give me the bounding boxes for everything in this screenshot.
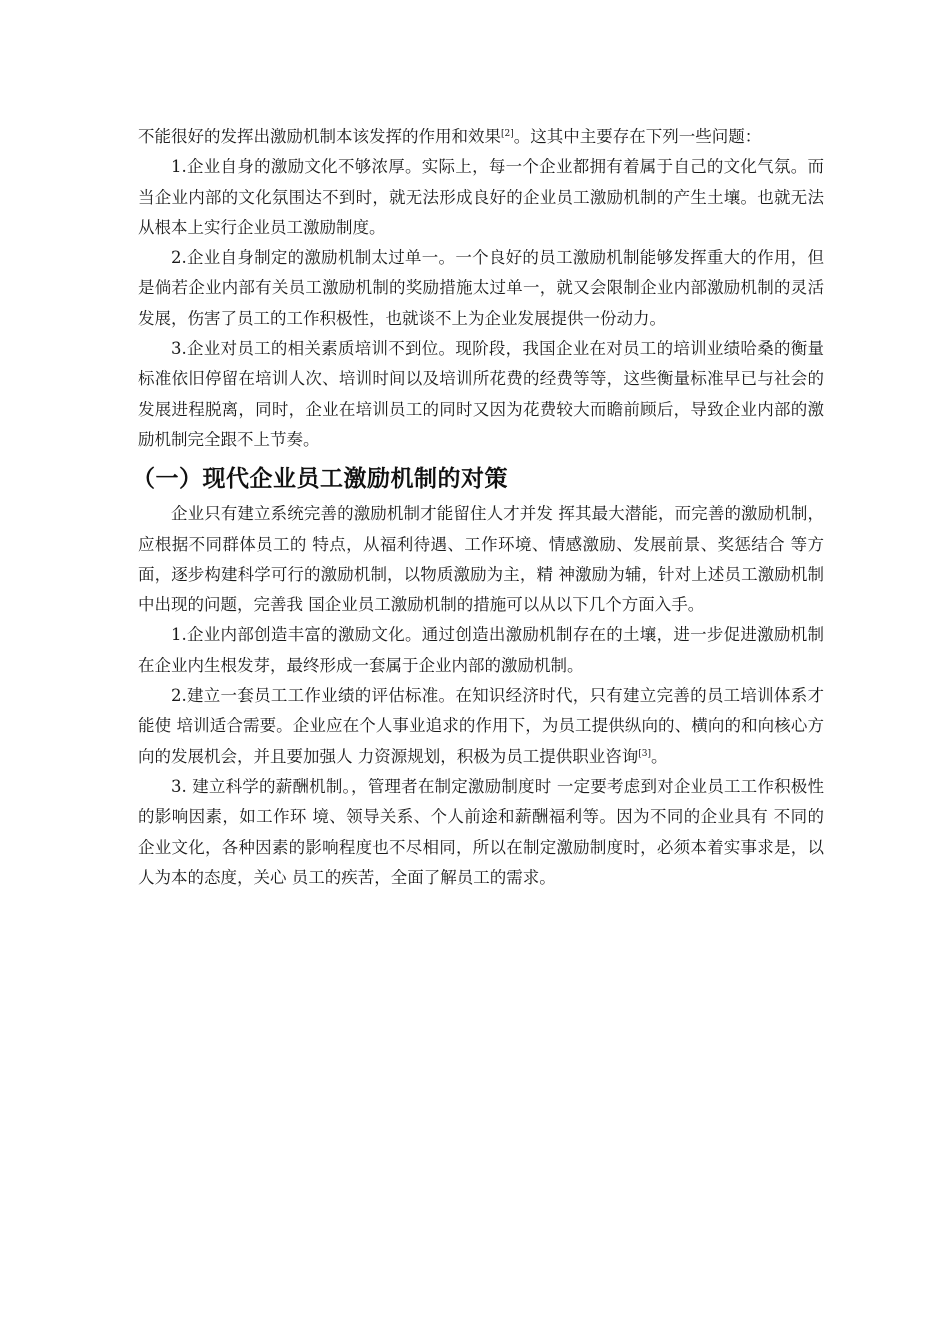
measure-2-text: 2.建立一套员工工作业绩的评估标准。在知识经济时代，只有建立完善的员工培训体系才能使 培训适合需要。企业应在个人事业追求的作用下，为员工提供纵向的、横向的和向核心方向的发展机会，并且要加强人 力资源规划，积极为员工提供职业咨询	[138, 686, 824, 766]
intro-paragraph	[138, 122, 824, 152]
section-intro-paragraph: 企业只有建立系统完善的激励机制才能留住人才并发 挥其最大潜能，而完善的激励机制，应根据不同群体员工的 特点，从福利待遇、工作环境、情感激励、发展前景、奖惩结合 等方面，逐步构建科学可行的激励机制，以物质激励为主，精 神激励为辅，针对上述员工激励机制中出现的问题，完善我 国企业员工激励机制的措施可以从以下几个方面入手。	[138, 504, 824, 615]
measure-paragraph-2	[138, 681, 824, 772]
document-page	[132, 122, 824, 893]
problem-paragraph-3: 3.企业对员工的相关素质培训不到位。现阶段，我国企业在对员工的培训业绩哈桑的衡量标准依旧停留在培训人次、培训时间以及培训所花费的经费等等，这些衡量标准早已与社会的发展进程脱离，同时，企业在培训员工的同时又因为花费较大而瞻前顾后，导致企业内部的激励机制完全跟不上节奏。	[138, 339, 824, 449]
measure-paragraph-1: 1.企业内部创造丰富的激励文化。通过创造出激励机制存在的土壤，进一步促进激励机制在企业内生根发芽，最终形成一套属于企业内部的激励机制。	[138, 625, 824, 675]
citation-2: [2]	[501, 129, 514, 139]
intro-text: 不能很好的发挥出激励机制本该发挥的作用和效果	[138, 127, 501, 146]
problem-paragraph-2: 2.企业自身制定的激励机制太过单一。一个良好的员工激励机制能够发挥重大的作用，但是倘若企业内部有关员工激励机制的奖励措施太过单一，就又会限制企业内部激励机制的灵活发展，伤害了员工的工作积极性，也就谈不上为企业发展提供一份动力。	[138, 248, 824, 328]
problem-paragraph-1: 1.企业自身的激励文化不够浓厚。实际上，每一个企业都拥有着属于自己的文化气氛。而当企业内部的文化氛围达不到时，就无法形成良好的企业员工激励机制的产生土壤。也就无法从根本上实行企业员工激励制度。	[138, 157, 824, 237]
measure-2-text-after: 。	[651, 746, 668, 766]
intro-text-after: 。这其中主要存在下列一些问题：	[513, 127, 762, 146]
citation-3: [3]	[638, 748, 651, 759]
section-heading: （一）现代企业员工激励机制的对策	[132, 466, 508, 493]
measure-paragraph-3: 3. 建立科学的薪酬机制。，管理者在制定激励制度时 一定要考虑到对企业员工工作积极性的影响因素，如工作环 境、领导关系、个人前途和薪酬福利等。因为不同的企业具有 不同的企业文化，各种因素的影响程度也不尽相同，所以在制定激励制度时，必须本着实事求是，以人为本的态度，关心 员工的疾苦，全面了解员工的需求。	[138, 776, 824, 887]
